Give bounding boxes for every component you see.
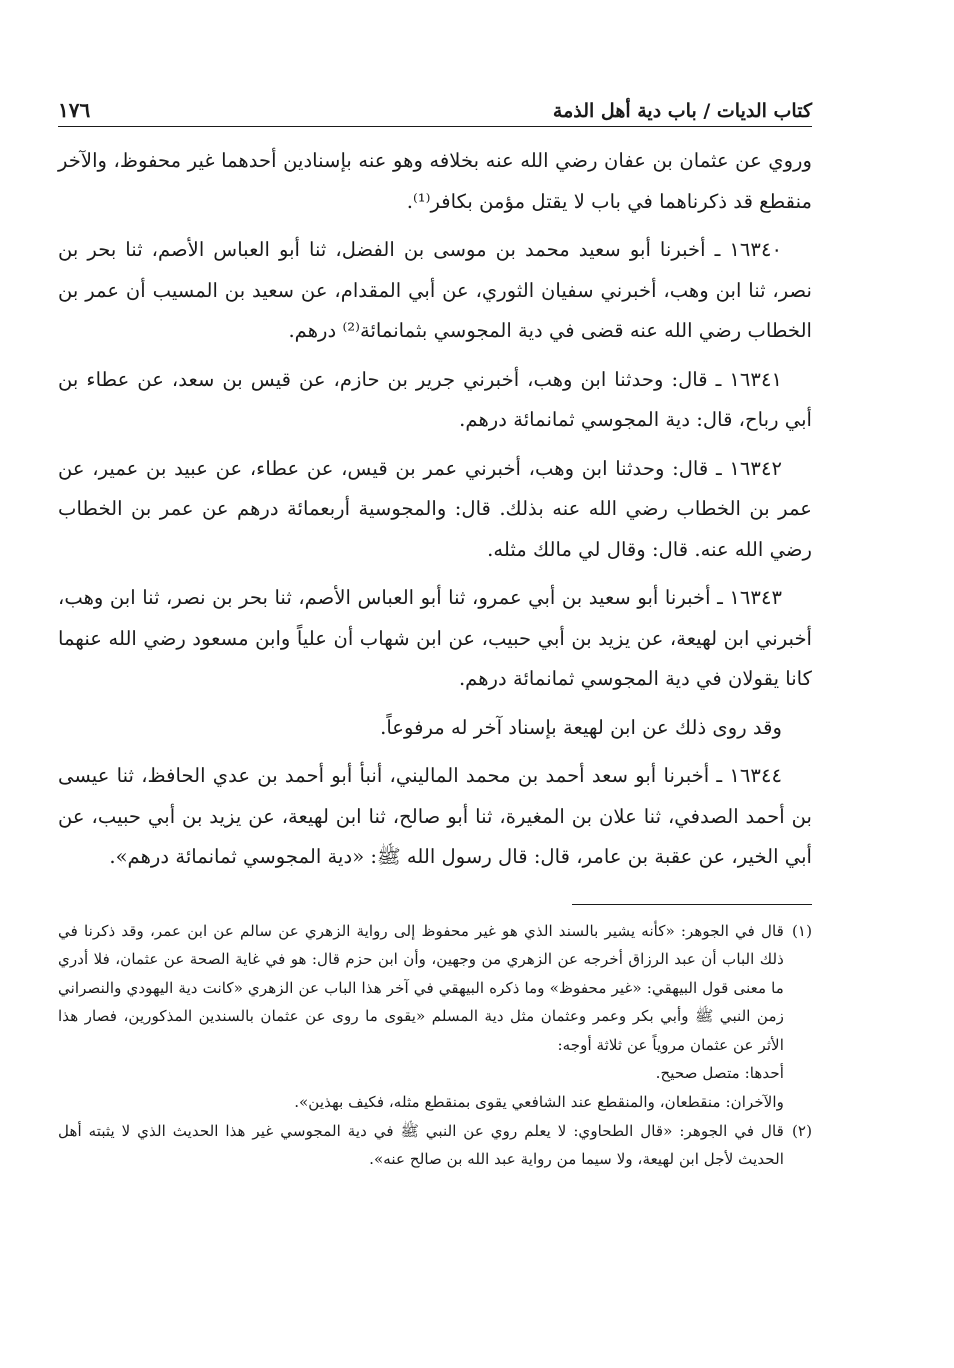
footnote-sub-2: والآخران: منقطعان، والمنقطع عند الشافعي يقوى بمنقطع مثله، فكيف بهذين». xyxy=(294,1093,784,1112)
footnote-number: (٢) xyxy=(791,1121,812,1140)
footnote-body xyxy=(58,917,784,1117)
footnote-body: قال في الجوهر: «قال الطحاوي: لا يعلم روي عن النبي ﷺ في دية المجوسي غير هذا الحديث الذي لا يثبته أهل الحديث لأجل ابن لهيعة، ولا سيما من رواية عبد الله بن صالح عنه». xyxy=(58,1121,784,1169)
footnote-divider xyxy=(572,904,812,905)
running-header xyxy=(58,88,812,127)
paragraph-intro: وروي عن عثمان بن عفان رضي الله عنه بخلافه وهو عنه بإسنادين أحدهما غير محفوظ، والآخر منقطع قد ذكرناهما في باب لا يقتل مؤمن بكافر⁽¹⁾. xyxy=(58,149,812,213)
page-number: ١٧٦ xyxy=(58,98,100,122)
footnote-sub-1: أحدها: متصل صحيح. xyxy=(655,1064,784,1083)
main-text xyxy=(58,141,812,878)
hadith-16342: ١٦٣٤٢ ـ قال: وحدثنا ابن وهب، أخبرني عمر بن قيس، عن عطاء، عن عبيد بن عمير، عن عمر بن الخطاب رضي الله عنه بذلك. قال: والمجوسية أربعمائة درهم عن عمر بن الخطاب رضي الله عنه. قال: وقال لي مالك مثله. xyxy=(58,456,812,561)
book-page xyxy=(58,88,812,1328)
chapter-title: كتاب الديات / باب دية أهل الذمة xyxy=(543,100,812,122)
hadith-16340: ١٦٣٤٠ ـ أخبرنا أبو سعيد محمد بن موسى بن الفضل، ثنا أبو العباس الأصم، ثنا بحر بن نصر، ثنا ابن وهب، أخبرني سفيان الثوري، عن أبي المقدام، عن سعيد بن المسيب أن عمر بن الخطاب رضي الله عنه قضى في دية المجوسي بثمانمائة⁽²⁾ درهم. xyxy=(58,238,812,342)
footnote-2 xyxy=(58,1117,812,1174)
hadith-16343: ١٦٣٤٣ ـ أخبرنا أبو سعيد بن أبي عمرو، ثنا أبو العباس الأصم، ثنا بحر بن نصر، ثنا ابن وهب، أخبرني ابن لهيعة، عن يزيد بن أبي حبيب، عن ابن شهاب أن علياً وابن مسعود رضي الله عنهما كانا يقولان في دية المجوسي ثمانمائة درهم. xyxy=(58,586,812,690)
paragraph-note: وقد روى ذلك عن ابن لهيعة بإسناد آخر له مرفوعاً. xyxy=(380,715,782,739)
footnote-1 xyxy=(58,917,812,1117)
footnote-text: قال في الجوهر: «كأنه يشير بالسند الذي هو غير محفوظ إلى رواية الزهري عن سالم عن ابن عمر، وقد ذكرنا في ذلك الباب أن عبد الرزاق أخرجه عن الزهري من وجهين، وأن ابن حزم قال: هو في غاية الصحة عن عثمان، فلا أدري ما معنى قول البيهقي: «غير محفوظ» وما ذكره البيهقي في آخر هذا الباب عن الزهري «كانت دية اليهودي والنصراني زمن النبي ﷺ وأبي بكر وعمر وعثمان مثل دية المسلم «يقوى ما روى عن عثمان بالسندين المذكورين، فصار هذا الأثر عن عثمان مروياً عن ثلاثة أوجه: xyxy=(58,921,784,1054)
hadith-16341: ١٦٣٤١ ـ قال: وحدثنا ابن وهب، أخبرني جرير بن حازم، عن قيس بن سعد، عن عطاء بن أبي رباح، قال: دية المجوسي ثمانمائة درهم. xyxy=(58,367,812,431)
footnote-number: (١) xyxy=(791,921,812,940)
footnotes xyxy=(58,917,812,1174)
hadith-16344: ١٦٣٤٤ ـ أخبرنا أبو سعد أحمد بن محمد الماليني، أنبأ أبو أحمد بن عدي الحافظ، ثنا عيسى بن أحمد الصدفي، ثنا علان بن المغيرة، ثنا أبو صالح، ثنا ابن لهيعة، عن يزيد بن أبي حبيب، عن أبي الخير، عن عقبة بن عامر، قال: قال رسول الله ﷺ: «دية المجوسي ثمانمائة درهم». xyxy=(58,764,812,868)
